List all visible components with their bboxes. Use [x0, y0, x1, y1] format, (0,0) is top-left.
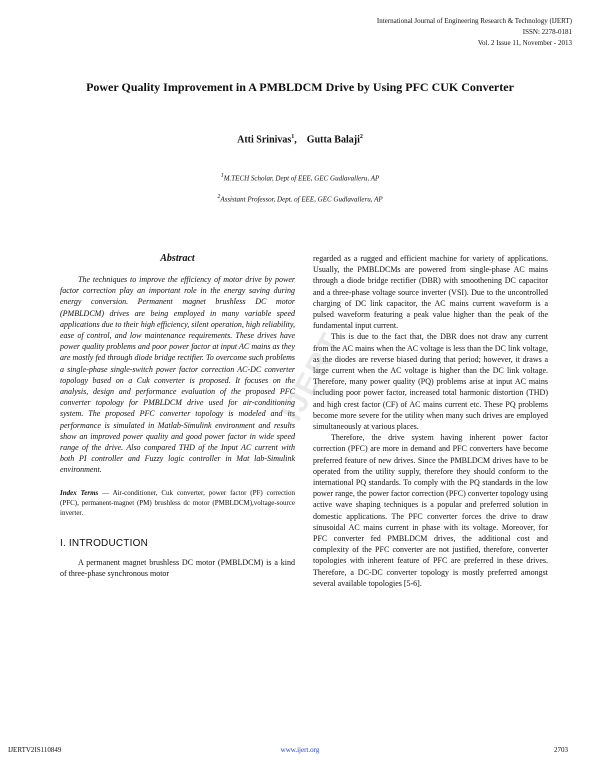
index-terms-label: Index Terms — [60, 488, 99, 497]
affiliation — [0, 173, 600, 182]
author-name: Gutta Balaji — [306, 134, 360, 146]
paper-title: Power Quality Improvement in A PMBLDCM Drive by Using PFC CUK Converter — [86, 80, 514, 94]
volume-issue: Vol. 2 Issue 11, November - 2013 — [477, 39, 572, 47]
index-terms — [60, 488, 295, 518]
author-list — [0, 134, 600, 145]
paper-id: IJERTV2IS110849 — [8, 746, 62, 754]
affiliation — [0, 194, 600, 203]
affiliation-text: Assistant Professor, Dept. of EEE, GEC Gudlavalleru, AP — [220, 195, 383, 204]
body-paragraph: Therefore, the drive system having inherent power factor correction (PFC) are more in demand and PFC converters have become preferred feature of new drives. Since the PMBLDCM drives have to be operated from the utility supply, therefore they should conform to the international PQ standards. To comply with the PQ standards in the low power range, the power factor correction (PFC) converter topology using active wave shaping techniques is a popular and preferred solution in domestic applications. The PFC converter forces the drive to draw sinusoidal AC mains current in phase with its voltage. Moreover, for PFC converter fed PMBLDCM drives, the additional cost and complexity of the PFC converter are not justified, therefore, converter topologies with inherent feature of PFC are preferred in these drives. Therefore, a DC-DC converter topology is mostly preferred amongst several available topologies [5-6]. — [313, 433, 548, 588]
page-number: 2703 — [554, 746, 568, 754]
journal-name: International Journal of Engineering Research & Technology (IJERT) — [376, 17, 572, 25]
author-separator: , — [294, 134, 307, 146]
abstract-text: The techniques to improve the efficiency of motor drive by power factor correction play an important role in the energy saving during energy conversion. Permanent magnet brushless DC motor (PMBLDCM) drives are being employed in many variable speed applications due to their high efficiency, silent operation, high reliability, ease of control, and low maintenance requirements. These drives have power quality problems and poor power factor at input AC mains as they are mostly fed through diode bridge rectifier. To overcome such problems a single-phase single-switch power factor correction AC-DC converter topology based on a Cuk converter is proposed. It focuses on the analysis, design and performance evaluation of the proposed PFC converter topology for PMBLDCM drive used for air-conditioning system. The proposed PFC converter topology is modeled and its performance is simulated in Matlab-Simulink environment and results show an improved power quality and good power factor in wide speed range of the drive. Also compared THD of the Input AC current with both PI controller and Fuzzy logic controller in Mat lab-Simulink environment. — [60, 275, 295, 475]
watermark: IJERT — [275, 327, 349, 427]
body-paragraph: A permanent magnet brushless DC motor (PMBLDCM) is a kind of three-phase synchronous motor — [60, 557, 295, 578]
author-superscript: 2 — [359, 134, 363, 140]
author-superscript: 1 — [291, 134, 295, 140]
affiliation-text: M.TECH Scholar, Dept of EEE, GEC Gudlavalleru, AP — [223, 174, 380, 183]
journal-website-link[interactable]: www.ijert.org — [280, 746, 320, 754]
body-paragraph: This is due to the fact that, the DBR does not draw any current from the AC mains when the AC voltage is less than the DC link voltage, as the diodes are reverse biased during that period; however, it draws a large current when the AC voltage is higher than the DC link voltage. Therefore, many power quality (PQ) problems arise at input AC mains including poor power factor, increased total harmonic distortion (THD) and high crest factor (CF) of AC mains current etc. These PQ problems become more severe for the utility when many such drives are employed simultaneously at various places. — [313, 332, 548, 432]
abstract-heading: Abstract — [160, 253, 195, 264]
section-heading: I. INTRODUCTION — [60, 537, 148, 549]
affiliation-superscript: 2 — [217, 194, 221, 200]
issn: ISSN: 2278-0181 — [522, 28, 572, 36]
author-name: Atti Srinivas — [237, 134, 292, 146]
affiliation-superscript: 1 — [220, 173, 224, 179]
index-terms-text: — Air-conditioner, Cuk converter, power factor (PF) correction (PFC), permanent-magnet (PM) brushless dc motor (PMBLDCM),voltage-source inverter. — [60, 488, 296, 517]
left-column — [60, 253, 295, 579]
right-column — [313, 253, 548, 589]
body-paragraph: regarded as a rugged and efficient machine for variety of applications. Usually, the PMBLDCMs are powered from single-phase AC mains through a diode bridge rectifier (DBR) with smoothening DC capacitor and a three-phase voltage source inverter (VSI). Due to the uncontrolled charging of DC link capacitor, the AC mains current waveform is a pulsed waveform featuring a peak value higher than the peak of the fundamental input current. — [313, 254, 548, 331]
